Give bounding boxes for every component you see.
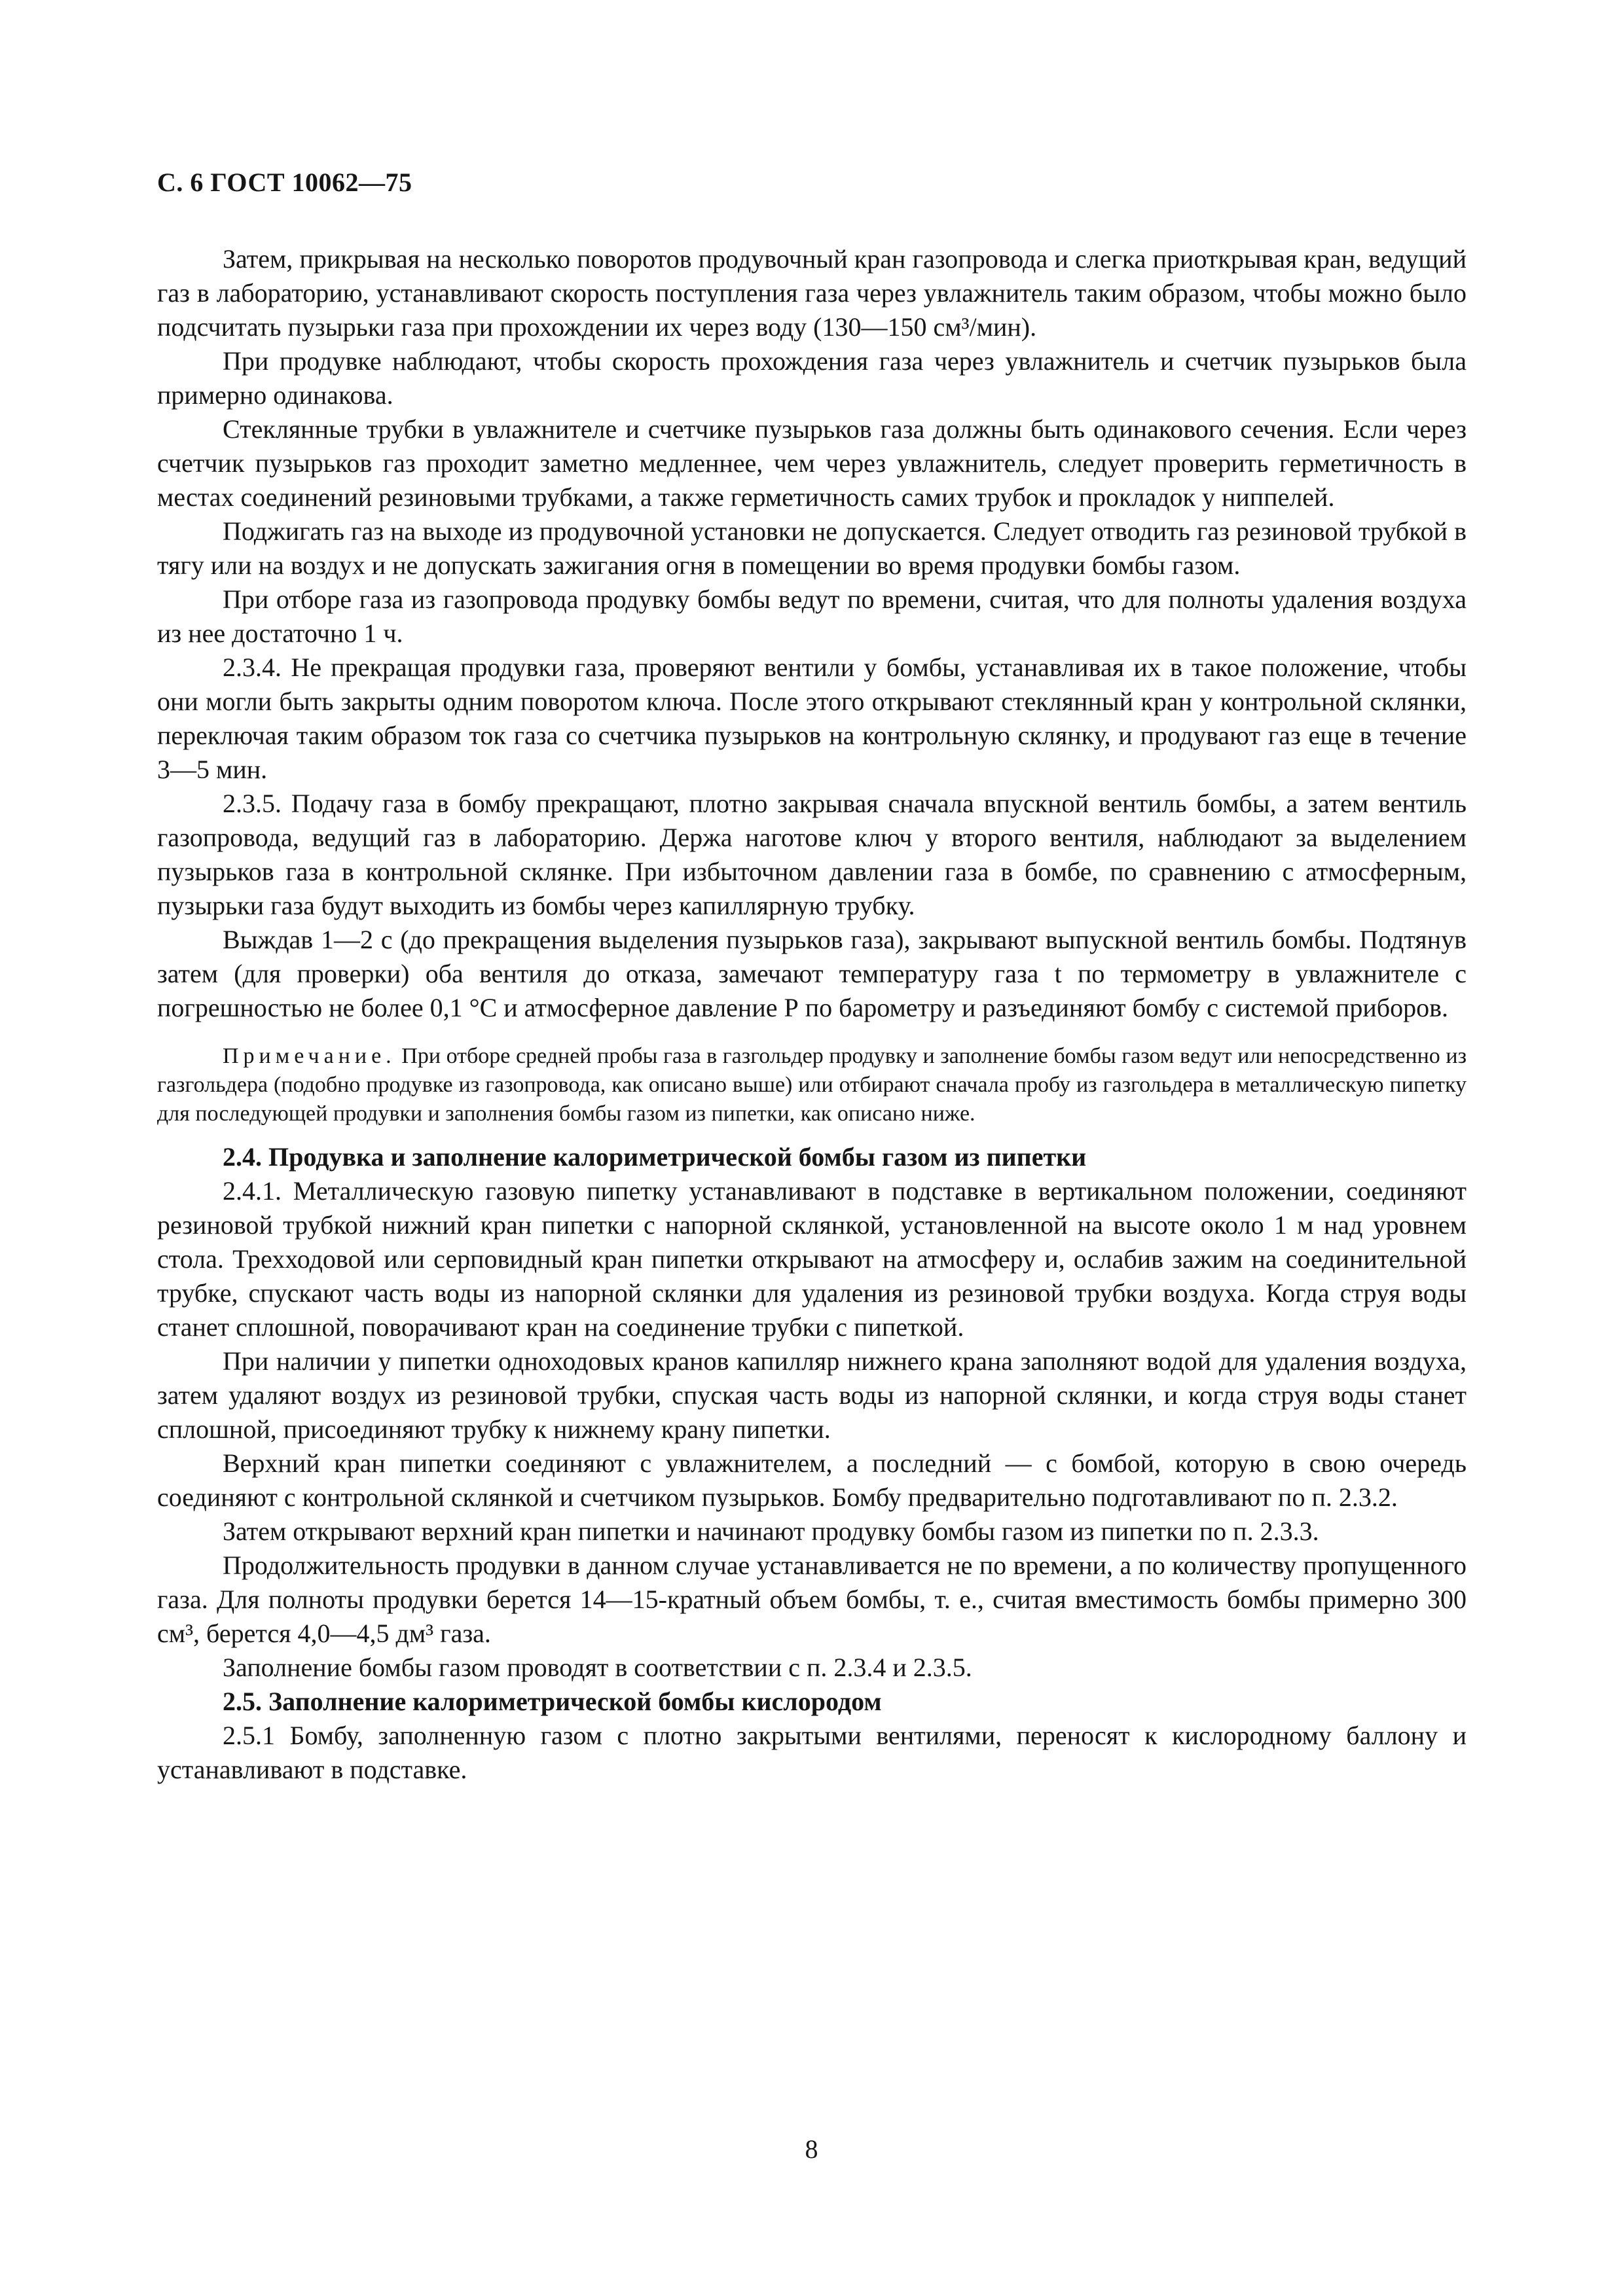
paragraph: Затем, прикрывая на несколько поворотов продувочный кран газопровода и слегка приоткрывая кран, ведущий газ в лабораторию, устанавливают скорость поступления газа через увлажнитель таким образом, чтобы можно было подсчитать пузырьки газа при прохождении их через воду (130—150 см³/мин).: [157, 244, 1467, 342]
section-heading-2-4: 2.4. Продувка и заполнение калориметрической бомбы газом из пипетки: [223, 1142, 1087, 1172]
paragraph: При отборе газа из газопровода продувку бомбы ведут по времени, считая, что для полноты удаления воздуха из нее достаточно 1 ч.: [157, 584, 1467, 648]
paragraph-2-3-4: 2.3.4. Не прекращая продувки газа, проверяют вентили у бомбы, устанавливая их в такое положение, чтобы они могли быть закрыты одним поворотом ключа. После этого открывают стеклянный кран у контрольной склянки, переключая таким образом ток газа со счетчика пузырьков на контрольную склянку, и продувают газ еще в течение 3—5 мин.: [157, 653, 1467, 784]
document-body: [157, 242, 1467, 1787]
page-header: С. 6 ГОСТ 10062—75: [157, 168, 412, 197]
paragraph: Заполнение бомбы газом проводят в соответствии с п. 2.3.4 и 2.3.5.: [223, 1653, 972, 1682]
note: [157, 1042, 1467, 1128]
paragraph-2-4-1: 2.4.1. Металлическую газовую пипетку устанавливают в подставке в вертикальном положении, соединяют резиновой трубкой нижний кран пипетки с напорной склянкой, установленной на высоте около 1 м над уровнем стола. Трехходовой или серповидный кран пипетки открывают на атмосферу и, ослабив зажим на соединительной трубке, спускают часть воды из напорной склянки для удаления из резиновой трубки воздуха. Когда струя воды станет сплошной, поворачивают кран на соединение трубки с пипеткой.: [157, 1176, 1467, 1342]
paragraph-2-3-5: 2.3.5. Подачу газа в бомбу прекращают, плотно закрывая сначала впускной вентиль бомбы, а затем вентиль газопровода, ведущий газ в лабораторию. Держа наготове ключ у второго вентиля, наблюдают за выделением пузырьков газа в контрольной склянке. При избыточном давлении газа в бомбе, по сравнению с атмосферным, пузырьки газа будут выходить из бомбы через капиллярную трубку.: [157, 789, 1467, 920]
paragraph: Продолжительность продувки в данном случае устанавливается не по времени, а по количеству пропущенного газа. Для полноты продувки берется 14—15-кратный объем бомбы, т. е., считая вместимость бомбы примерно 300 см³, берется 4,0—4,5 дм³ газа.: [157, 1551, 1467, 1648]
paragraph: При продувке наблюдают, чтобы скорость прохождения газа через увлажнитель и счетчик пузырьков была примерно одинакова.: [157, 346, 1467, 410]
note-text: При отборе средней пробы газа в газгольдер продувку и заполнение бомбы газом ведут или непосредственно из газгольдера (подобно продувке из газопровода, как описано выше) или отбирают сначала пробу из газгольдера в металлическую пипетку для последующей продувки и заполнения бомбы газом из пипетки, как описано ниже.: [157, 1044, 1467, 1126]
paragraph: Затем открывают верхний кран пипетки и начинают продувку бомбы газом из пипетки по п. 2.3.3.: [223, 1516, 1319, 1546]
paragraph: При наличии у пипетки одноходовых кранов капилляр нижнего крана заполняют водой для удаления воздуха, затем удаляют воздух из резиновой трубки, спуская часть воды из напорной склянки, и когда струя воды станет сплошной, присоединяют трубку к нижнему крану пипетки.: [157, 1346, 1467, 1444]
page-number: 8: [805, 2134, 818, 2164]
paragraph: Стеклянные трубки в увлажнителе и счетчике пузырьков газа должны быть одинакового сечения. Если через счетчик пузырьков газ проходит заметно медленнее, чем через увлажнитель, следует проверить герметичность в местах соединений резиновыми трубками, а также герметичность самих трубок и прокладок у ниппелей.: [157, 414, 1467, 512]
paragraph: Выждав 1—2 с (до прекращения выделения пузырьков газа), закрывают выпускной вентиль бомбы. Подтянув затем (для проверки) оба вентиля до отказа, замечают температуру газа t по термометру в увлажнителе с погрешностью не более 0,1 °С и атмосферное давление Р по барометру и разъединяют бомбу с системой приборов.: [157, 925, 1467, 1022]
paragraph: Верхний кран пипетки соединяют с увлажнителем, а последний — с бомбой, которую в свою очередь соединяют с контрольной склянкой и счетчиком пузырьков. Бомбу предварительно подготавливают по п. 2.3.2.: [157, 1448, 1467, 1512]
paragraph: Поджигать газ на выходе из продувочной установки не допускается. Следует отводить газ резиновой трубкой в тягу или на воздух и не допускать зажигания огня в помещении во время продувки бомбы газом.: [157, 516, 1467, 580]
note-label: Примечание.: [223, 1044, 396, 1068]
paragraph-2-5-1: 2.5.1 Бомбу, заполненную газом с плотно закрытыми вентилями, переносят к кислородному баллону и устанавливают в подставке.: [157, 1721, 1467, 1784]
section-heading-2-5: 2.5. Заполнение калориметрической бомбы кислородом: [223, 1687, 882, 1716]
